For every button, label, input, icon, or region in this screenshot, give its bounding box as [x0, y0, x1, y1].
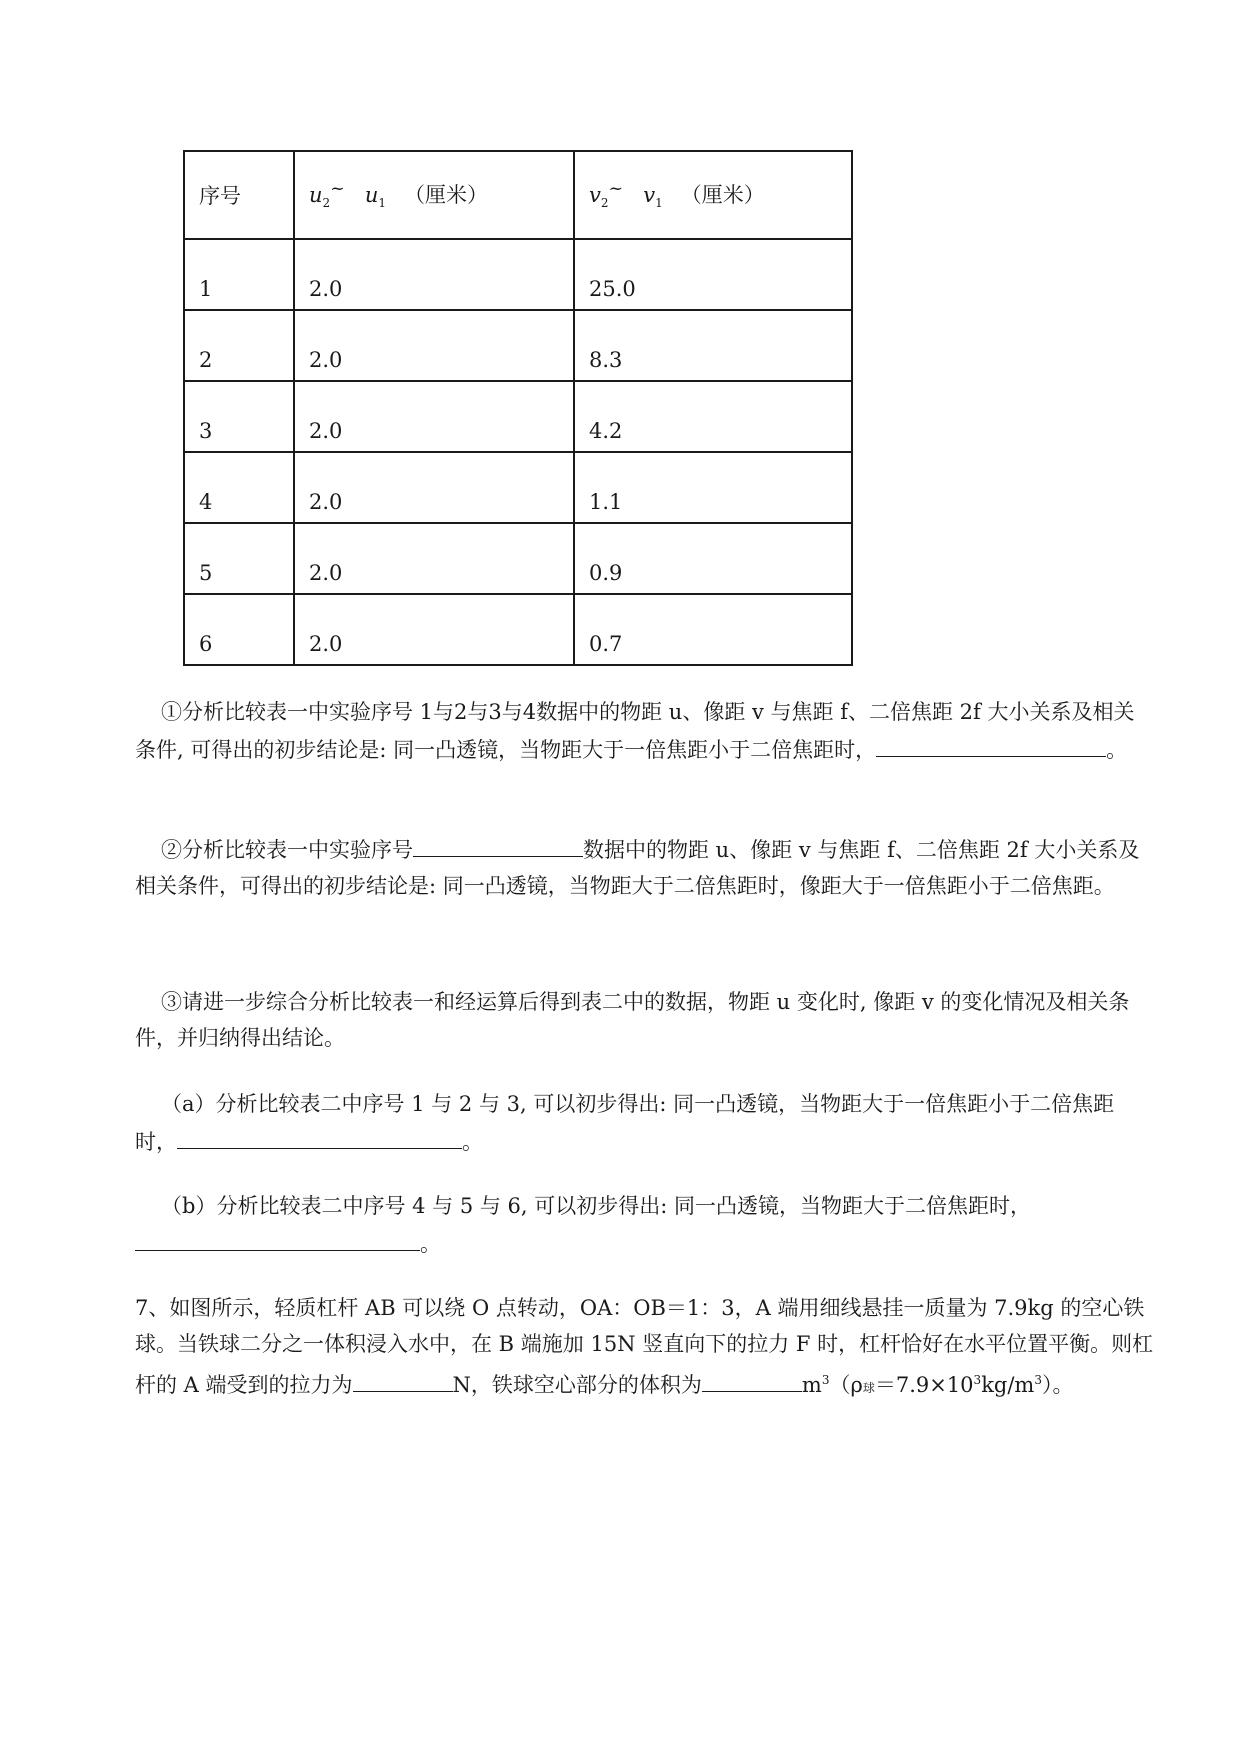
question-3: ③请进一步综合分析比较表一和经运算后得到表二中的数据，物距 u 变化时, 像距 v 的变化情况及相关条件，并归纳得出结论。 — [135, 990, 1130, 1050]
question-1: ①分析比较表一中实验序号 1与2与3与4数据中的物距 u、像距 v 与焦距 f、二倍焦距 2f 大小关系及相关条件, 可得出的初步结论是: 同一凸透镜，当物距大于一倍焦距小于二倍焦距时， 。 — [135, 700, 1135, 762]
data-table — [183, 150, 853, 666]
answer-blank[interactable] — [876, 730, 1106, 757]
question-3b: （b）分析比较表二中序号 4 与 5 与 6, 可以初步得出: 同一凸透镜，当物距大于二倍焦距时，。 — [135, 1188, 1155, 1262]
table-row — [184, 594, 852, 665]
question-2: ②分析比较表一中实验序号 数据中的物距 u、像距 v 与焦距 f、二倍焦距 2f 大小关系及相关条件，可得出的初步结论是: 同一凸透镜，当物距大于二倍焦距时，像距大于一倍焦距小于二倍焦距。 — [135, 830, 1155, 904]
table-row — [184, 523, 852, 594]
table-cell: 2.0 — [294, 381, 574, 452]
table-row — [184, 239, 852, 310]
table-header-row — [184, 151, 852, 239]
table-row — [184, 310, 852, 381]
table-cell: 8.3 — [574, 310, 852, 381]
header-u-diff: $u_2^\sim$ $u_1$ （厘米） — [294, 151, 574, 239]
table-cell: 5 — [184, 523, 294, 594]
question-3a: （a）分析比较表二中序号 1 与 2 与 3, 可以初步得出: 同一凸透镜，当物距大于一倍焦距小于二倍焦距时， 。 — [135, 1092, 1115, 1154]
table-cell: 6 — [184, 594, 294, 665]
table-cell: 2.0 — [294, 523, 574, 594]
table-cell: 3 — [184, 381, 294, 452]
question-7: 7、如图所示，轻质杠杆 AB 可以绕 O 点转动，OA：OB＝1：3，A 端用细线悬挂一质量为 7.9kg 的空心铁球。当铁球二分之一体积浸入水中，在 B 端施加 15N 竖直向下的拉力 F 时，杠杆恰好在水平位置平衡。则杠杆的 A 端受到的拉力为 N，铁球空心部分的体积为 $m^3(\rho$球$=7.9\times 10^3kg/m^3$）。 — [135, 1296, 1154, 1397]
table-row — [184, 452, 852, 523]
table-cell: 0.9 — [574, 523, 852, 594]
header-v-diff: $v_2^\sim$ $v_1$ （厘米） — [574, 151, 852, 239]
table-cell: 2.0 — [294, 239, 574, 310]
answer-blank[interactable] — [413, 830, 583, 857]
header-index: 序号 — [184, 151, 294, 239]
table-row — [184, 381, 852, 452]
table-cell: 1.1 — [574, 452, 852, 523]
table-cell: 25.0 — [574, 239, 852, 310]
answer-blank-force[interactable] — [353, 1365, 453, 1392]
table-cell: 4 — [184, 452, 294, 523]
table-cell: 2 — [184, 310, 294, 381]
answer-blank[interactable] — [135, 1224, 420, 1251]
table-cell: 1 — [184, 239, 294, 310]
table-cell: 4.2 — [574, 381, 852, 452]
answer-blank-volume[interactable] — [702, 1365, 802, 1392]
table-cell: 0.7 — [574, 594, 852, 665]
table-cell: 2.0 — [294, 452, 574, 523]
table-cell: 2.0 — [294, 310, 574, 381]
table-cell: 2.0 — [294, 594, 574, 665]
answer-blank[interactable] — [177, 1122, 462, 1149]
